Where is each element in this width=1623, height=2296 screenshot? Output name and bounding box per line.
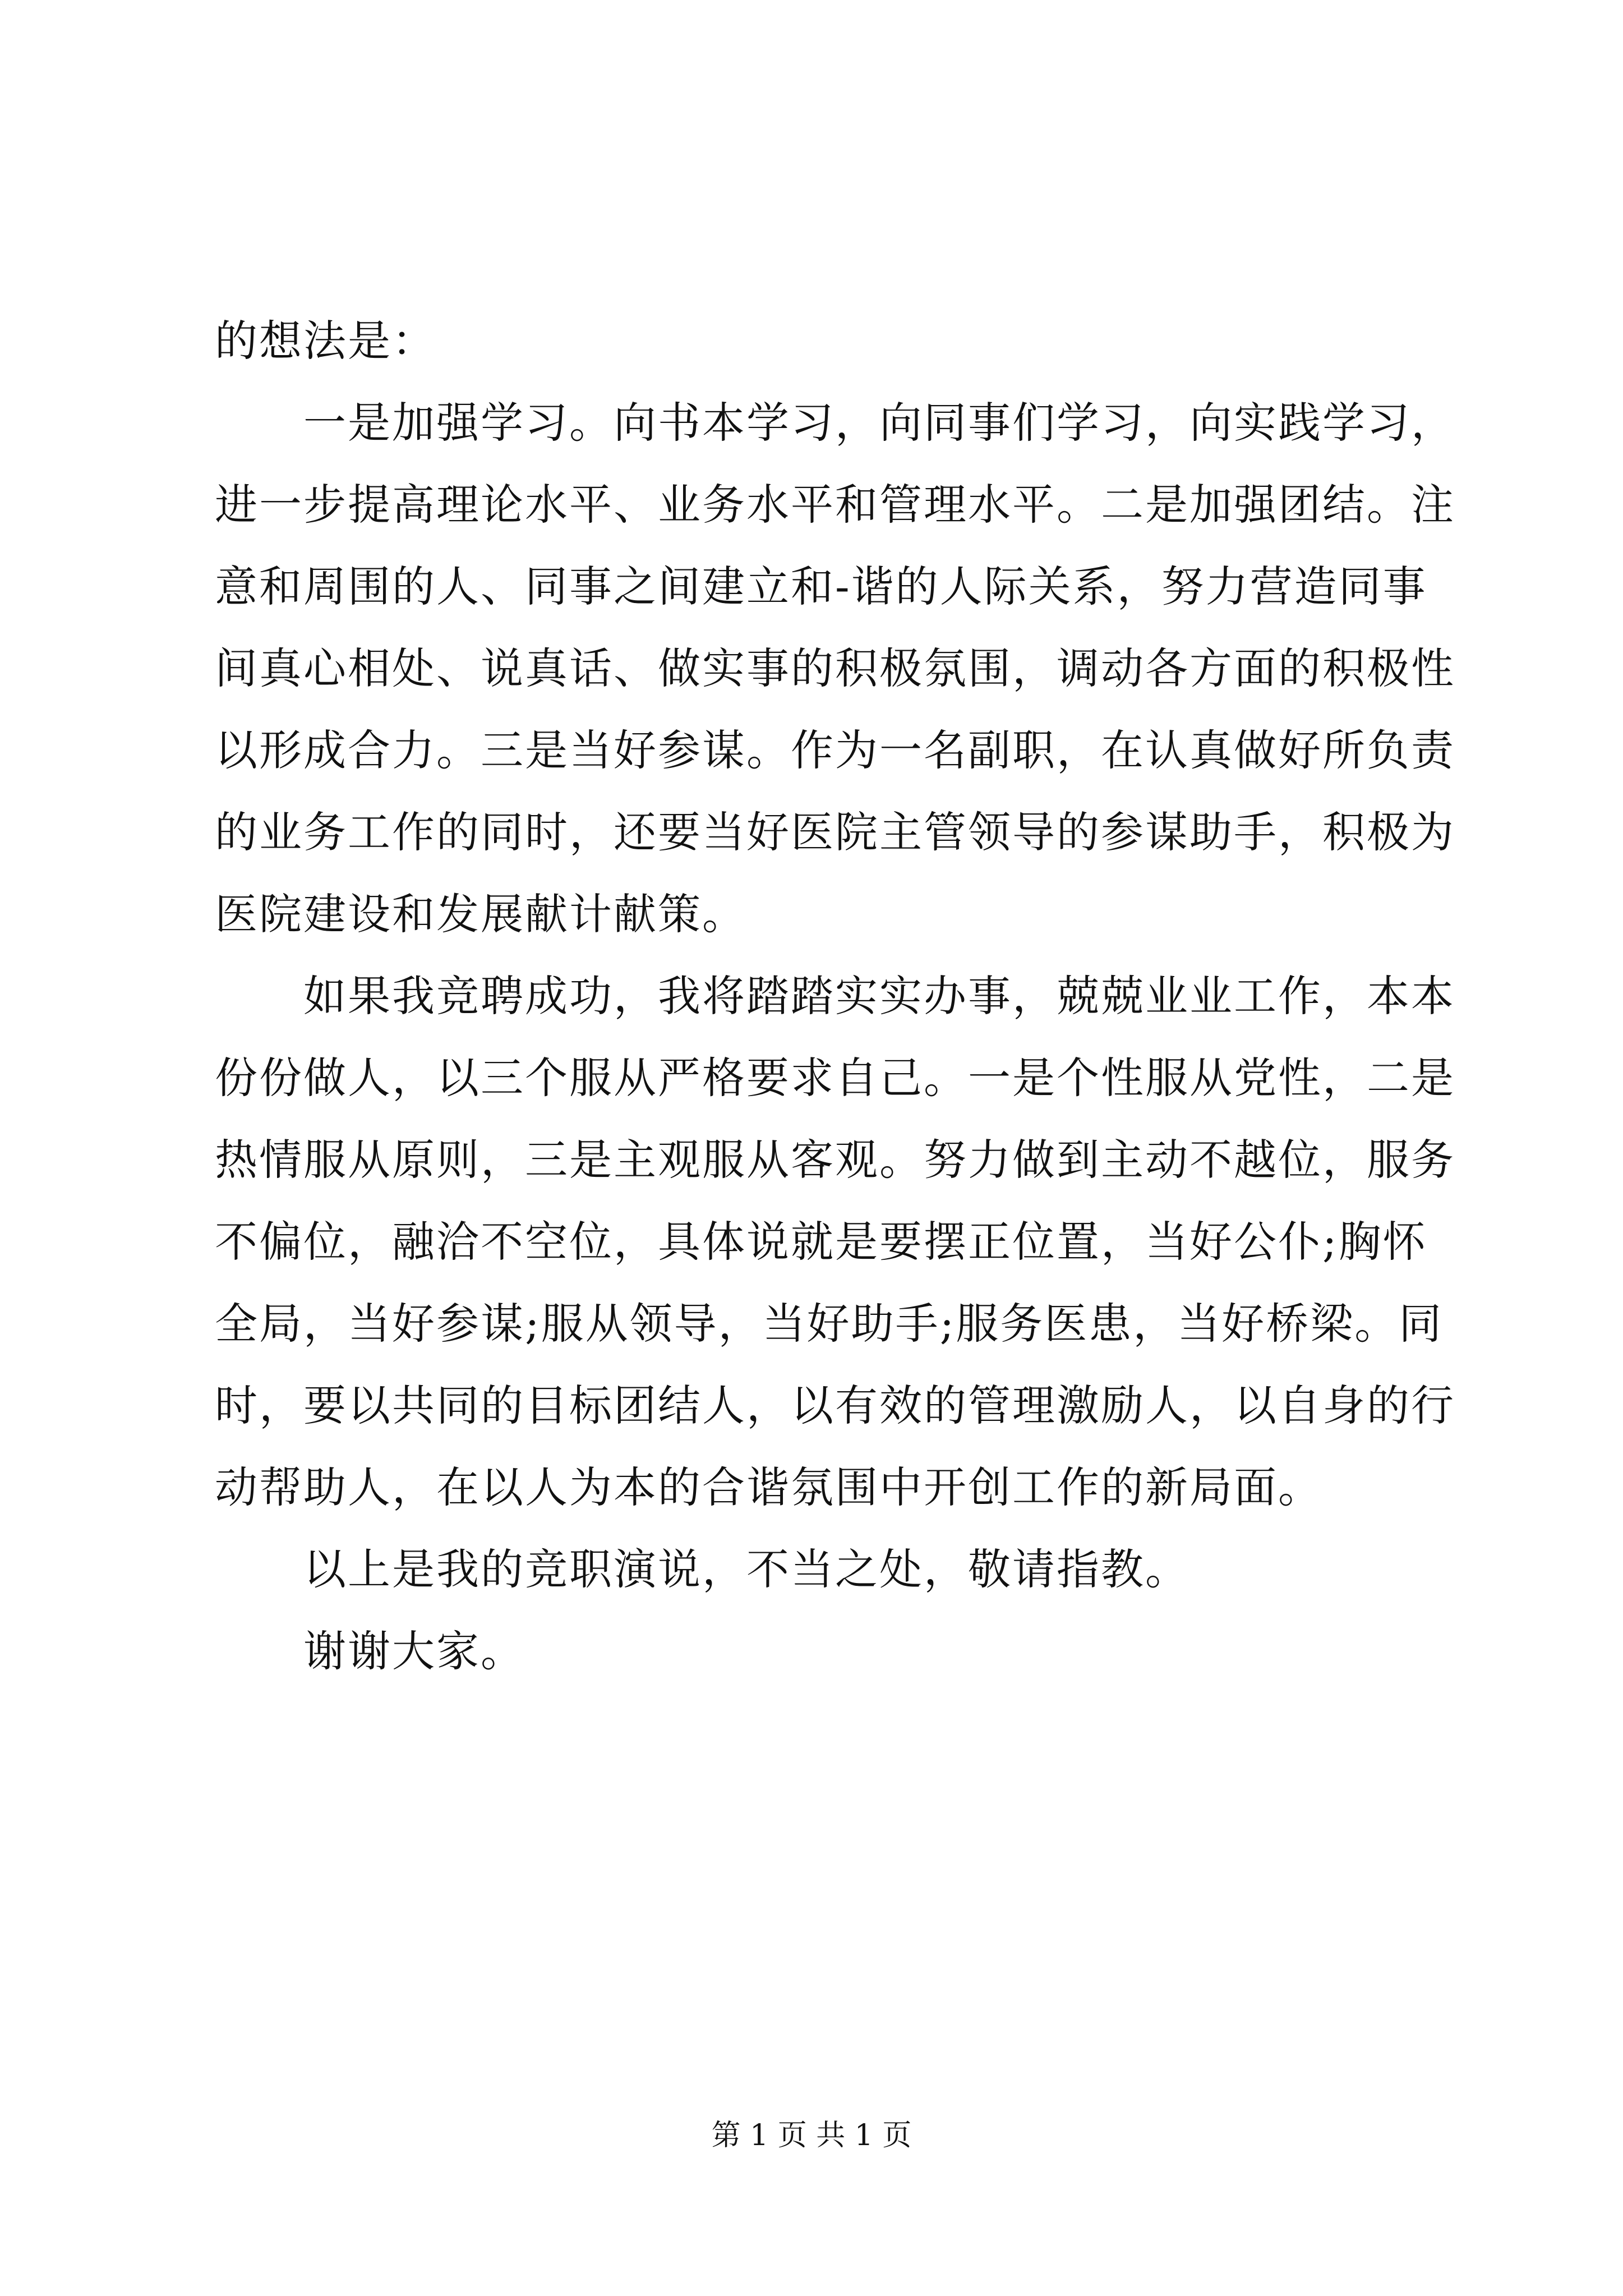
text-line: 医院建设和发展献计献策。 [215,889,746,939]
text-line: 进一步提高理论水平、业务水平和管理水平。二是加强团结。注 [215,480,1455,530]
text-line: 如果我竞聘成功，我将踏踏实实办事，兢兢业业工作，本本 [303,971,1455,1021]
text-line: 的业务工作的同时，还要当好医院主管领导的参谋助手，积极为 [215,807,1455,857]
page-number-footer: 第 1 页 共 1 页 [711,2119,912,2152]
text-line: 热情服从原则，三是主观服从客观。努力做到主动不越位，服务 [215,1135,1455,1185]
text-line: 一是加强学习。向书本学习，向同事们学习，向实践学习， [303,398,1455,448]
text-line: 不偏位，融洽不空位，具体说就是要摆正位置，当好公仆;胸怀 [215,1217,1427,1267]
text-line: 的想法是： [215,316,436,366]
text-line: 以上是我的竞职演说，不当之处，敬请指教。 [303,1544,1189,1594]
text-line: 谢谢大家。 [303,1626,525,1676]
document-body [215,300,1455,1692]
text-line: 以形成合力。三是当好参谋。作为一名副职，在认真做好所负责 [215,725,1455,775]
text-line: 动帮助人，在以人为本的合谐氛围中开创工作的新局面。 [215,1462,1322,1512]
text-line: 时，要以共同的目标团结人，以有效的管理激励人，以自身的行 [215,1381,1455,1430]
text-line: 全局，当好参谋;服从领导，当好助手;服务医患，当好桥梁。同 [215,1299,1444,1349]
text-line: 意和周围的人、同事之间建立和-谐的人际关系，努力营造同事 [215,562,1427,611]
text-line: 间真心相处、说真话、做实事的积极氛围，调动各方面的积极性 [215,643,1455,693]
text-line: 份份做人，以三个服从严格要求自己。一是个性服从党性，二是 [215,1053,1455,1103]
